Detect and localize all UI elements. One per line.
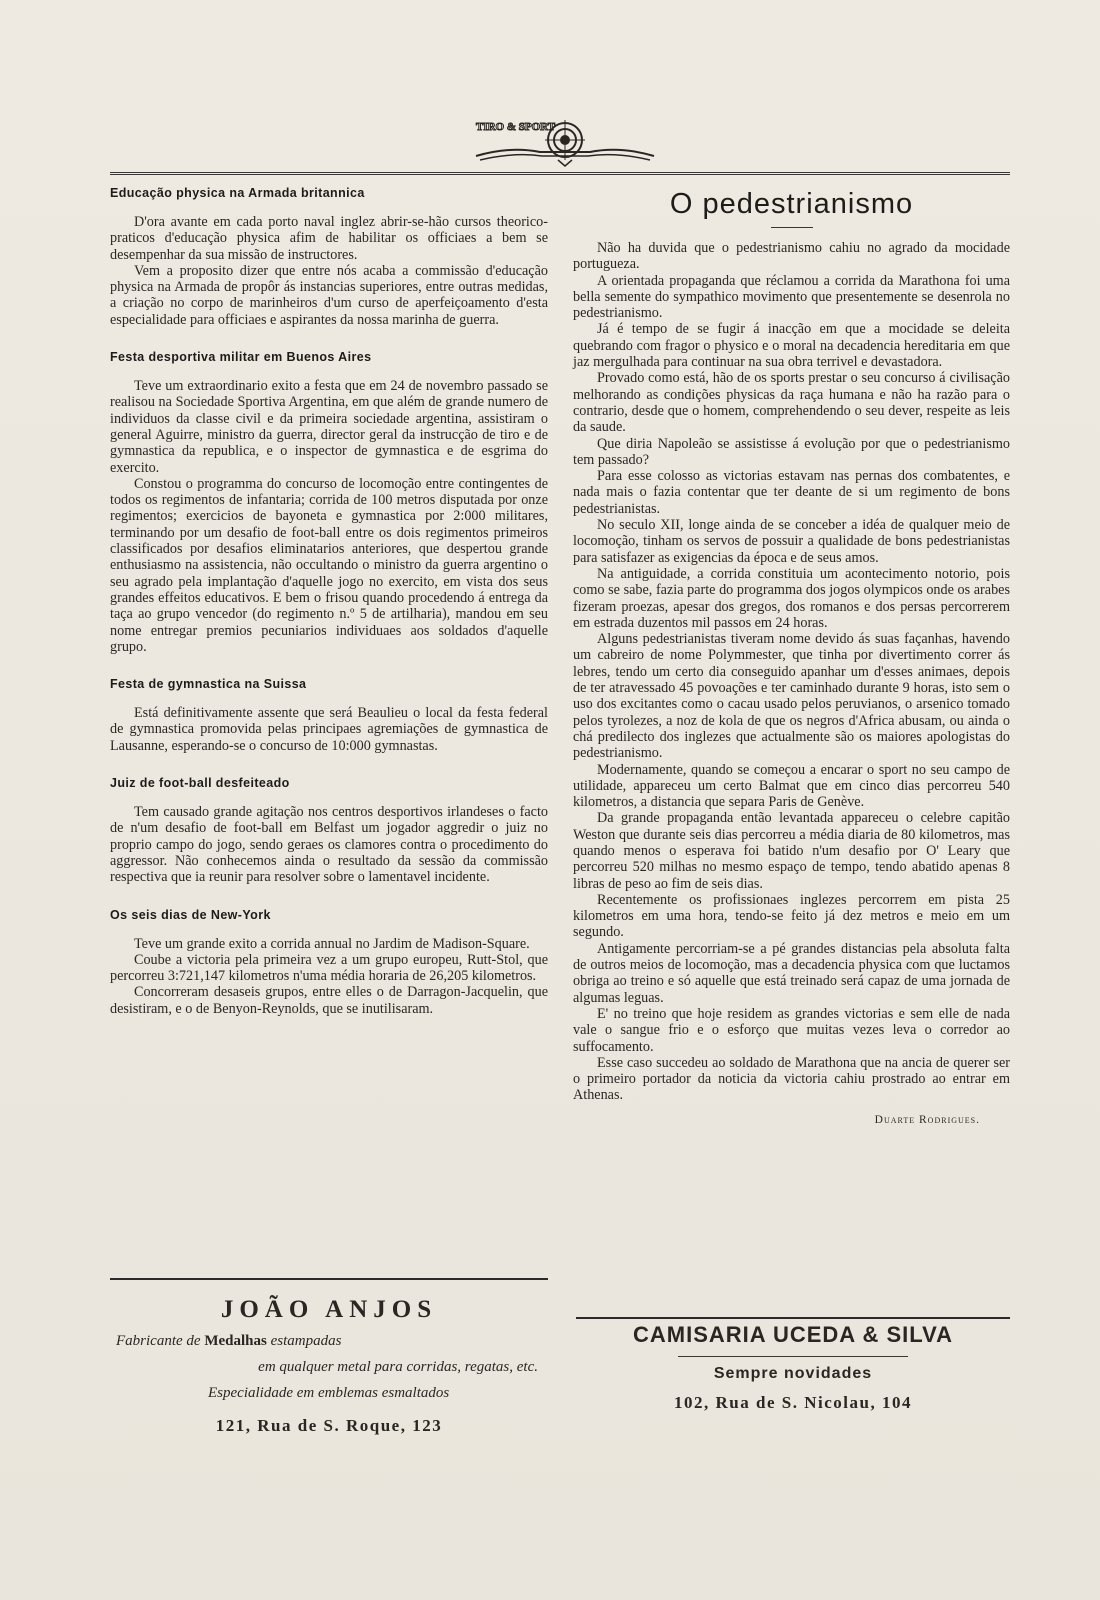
- paragraph: Vem a proposito dizer que entre nós acaba a commissão d'educação physica na Armada de propôr ás instancias superiores, entre outras medidas, a criação no corpo de marinheiros d'um curso de aperfeiçoamento d'esta especialidade para officiaes e aspirantes da nossa marinha de guerra.: [110, 262, 548, 328]
- paragraph: Concorreram desaseis grupos, entre elles o de Darragon-Jacquelin, que desistiram, e o de Benyon-Reynolds, que se inutilisaram.: [110, 984, 548, 1017]
- paragraph: Da grande propaganda então levantada appareceu o celebre capitão Weston que durante seis dias percorreu a média diaria de 80 kilometros, mas quando menos o esperava foi batido n'um desafio por O' Leary que percorreu 520 milhas no mesmo espaço de tempo, tendo abatido apenas 8 libras de peso ao fim de seis dias.: [573, 810, 1010, 892]
- paragraph: Não ha duvida que o pedestrianismo cahiu no agrado da mocidade portugueza.: [573, 240, 1010, 273]
- ad-line-suffix: estampadas: [270, 1333, 342, 1349]
- article-body: [573, 240, 1010, 1104]
- paragraph: Teve um grande exito a corrida annual no Jardim de Madison-Square.: [134, 935, 530, 952]
- paragraph: D'ora avante em cada porto naval inglez abrir-se-hão cursos theorico-praticos d'educação physica afim de habilitar os officiaes a bem se desempenhar da sua missão de instructores.: [110, 214, 548, 263]
- paragraph: Que diria Napoleão se assistisse á evolução por que o pedestrianismo tem passado?: [573, 435, 1010, 468]
- title-rule: [771, 227, 813, 228]
- author-signature: Duarte Rodrigues.: [874, 1113, 980, 1126]
- ad-name: JOÃO ANJOS: [220, 1296, 438, 1323]
- paragraph: Já é tempo de se fugir á inacção em que a mocidade se deleita quebrando com fragor o physico e o moral na decadencia hereditaria em que jaz mergulhada para continuar na sua obra terrivel e devastadora.: [573, 321, 1010, 371]
- ad-divider-left: [110, 1278, 548, 1280]
- news-section: [110, 776, 548, 885]
- section-title: Festa de gymnastica na Suissa: [110, 677, 307, 692]
- ad-divider-right: [576, 1317, 1010, 1319]
- ad-line: [110, 1328, 548, 1354]
- ad-rule: [678, 1356, 908, 1357]
- target-crest-icon: [470, 116, 660, 168]
- ad-line: Especialidade em emblemas esmaltados: [208, 1385, 450, 1401]
- paragraph: Modernamente, quando se começou a encarar o sport no seu campo de utilidade, appareceu um certo Balmat que em cinco dias percorreu 540 kilometros, a distancia que separa Paris de Genève.: [573, 761, 1010, 811]
- paragraph: Constou o programma do concurso de locomoção entre contingentes de todos os regimentos de infantaria; corrida de 100 metros disputada por onze regimentos; exercicios de bayoneta e gymnastica por 2:000 militares, terminando por um desafio de foot-ball entre os dois regimentos primeiros classificados por desafios eliminatarios anteriores, que despertou grande enthusiasmo na assistencia, não occultando o ministro da guerra argentino o seu agrado pela implantação d'aquelle jogo no exercito, em vista dos seus grandes effeitos educativos. E bem o frisou quando procedendo á entrega da taça ao grupo vencedor (do regimento n.º 5 de artilharia), mandou em seu nome entregar premios pecuniarios individuaes aos soldados d'aquelle grupo.: [110, 475, 548, 655]
- section-title: Os seis dias de New-York: [110, 907, 271, 922]
- ad-line-prefix: Fabricante de: [116, 1333, 201, 1349]
- paragraph: Recentemente os profissionaes inglezes percorrem em pista 25 kilometros em uma hora, tendo-se feito já dez metros e meio em um segundo.: [573, 891, 1010, 941]
- news-section: [110, 677, 548, 754]
- section-title: Juiz de foot-ball desfeiteado: [110, 776, 290, 791]
- news-section: [110, 186, 548, 328]
- paragraph: No seculo XII, longe ainda de se conceber a idéa de qualquer meio de locomoção, tinham os servos de possuir a qualidade de bons pedestrianistas para satisfazer as exigencias da época e de seus amos.: [573, 517, 1010, 566]
- paragraph: A orientada propaganda que réclamou a corrida da Marathona foi uma bella semente do sympathico movimento que presentemente se desenrola no pedestrianismo.: [573, 272, 1010, 322]
- paragraph: Tem causado grande agitação nos centros desportivos irlandeses o facto de n'um desafio de foot-ball em Belfast um jogador aggredir o juiz no proprio campo do jogo, sendo geraes os clamores contra o procedimento do aggressor. Não conhecemos ainda o resultado da sessão da commissão respectiva que ia reunir para resolver sobre o lamentavel incidente.: [110, 804, 548, 886]
- ad-line: em qualquer metal para corridas, regatas, etc.: [258, 1359, 538, 1375]
- section-title: Festa desportiva militar em Buenos Aires: [110, 350, 372, 365]
- paragraph: Provado como está, hão de os sports prestar o seu concurso á civilisação melhorando as condições physicas da raça humana e não ha razão para o contrario, desde que o homem, comprehendendo o seu dever, respeite as leis da saude.: [573, 370, 1010, 436]
- logo-text-left: TIRO & SPORT: [476, 121, 556, 133]
- paragraph: Para esse colosso as victorias estavam nas pernas dos combatentes, e nada mais o fazia contentar que ter deante de si um regimento de bons pedestrianistas.: [573, 468, 1010, 517]
- ad-name: CAMISARIA UCEDA & SILVA: [633, 1322, 953, 1347]
- header-rule: [110, 172, 1010, 175]
- news-section: [110, 908, 548, 1017]
- paragraph: Na antiguidade, a corrida constituia um acontecimento notorio, pois como se sabe, fazia parte do programma dos jogos olympicos onde os arabes fizeram proezas, apesar dos gregos, dos romanos e dos persas percorrerem em estrada duzentos mil passos em 24 horas.: [573, 565, 1010, 631]
- ad-address: 102, Rua de S. Nicolau, 104: [674, 1393, 912, 1412]
- paragraph: Está definitivamente assente que será Beaulieu o local da festa federal de gymnastica promovida pelas principaes agremiações de gymnastica de Lausanne, esperando-se o concurso de 10:000 gymnastas.: [110, 705, 548, 754]
- ad-line-strong: Medalhas: [204, 1333, 267, 1349]
- ad-address: 121, Rua de S. Roque, 123: [215, 1416, 443, 1435]
- news-section: [110, 350, 548, 655]
- paragraph: E' no treino que hoje residem as grandes victorias e sem elle de nada vale o sangue frio e o esforço que muitas vezes leva o corredor ao suffocamento.: [573, 1005, 1010, 1055]
- advertisement-joao-anjos: [110, 1296, 548, 1436]
- advertisement-camisaria: [576, 1322, 1010, 1413]
- paragraph: Alguns pedestrianistas tiveram nome devido ás suas façanhas, havendo um cabreiro de nome Polymmester, que tinha por divertimento correr ás lebres, tendo um certo dia conseguido apanhar um d'esses animaes, depois de ter atravessado 45 povoações e ter caminhado durante 9 horas, isto sem o uso dos excitantes como o cacau usado pelos peruvianos, o arsenico tomado pelos tyrolezes, a noz de kola de que os negros d'Africa abusam, ou ainda o chá predilecto dos inglezes que actualmente são os maiores apologistas do pedestrianismo.: [573, 631, 1010, 762]
- paragraph: Coube a victoria pela primeira vez a um grupo europeu, Rutt-Stol, que percorreu 3:721,147 kilometros n'uma média horaria de 26,205 kilometros.: [110, 951, 548, 985]
- ad-tagline: Sempre novidades: [713, 1365, 873, 1382]
- masthead-logo: [470, 116, 660, 168]
- paragraph: Antigamente percorriam-se a pé grandes distancias pela absoluta falta de outros meios de locomoção, mas a decadencia physica com que luctamos obriga ao treino e só aquelle que está treinado será capaz de uma jornada de algumas leguas.: [573, 940, 1010, 1006]
- paragraph: Teve um extraordinario exito a festa que em 24 de novembro passado se realisou na Sociedade Sportiva Argentina, em que além de grande numero de individuos da classe civil e da primeira sociedade argentina, assistiram o general Aguirre, ministro da guerra, director geral da instrucção de tiro e de gymnastica da republica, e o inspector de gymnastica e de esgrima do exercito.: [110, 378, 548, 476]
- left-column: [110, 186, 548, 1039]
- right-column: [573, 186, 1010, 1126]
- section-title: Educação physica na Armada britannica: [110, 186, 365, 200]
- paragraph: Esse caso succedeu ao soldado de Marathona que na ancia de querer ser o primeiro portador da noticia da victoria cahiu prostrado ao entrar em Athenas.: [573, 1054, 1010, 1104]
- article-title: O pedestrianismo: [669, 188, 914, 220]
